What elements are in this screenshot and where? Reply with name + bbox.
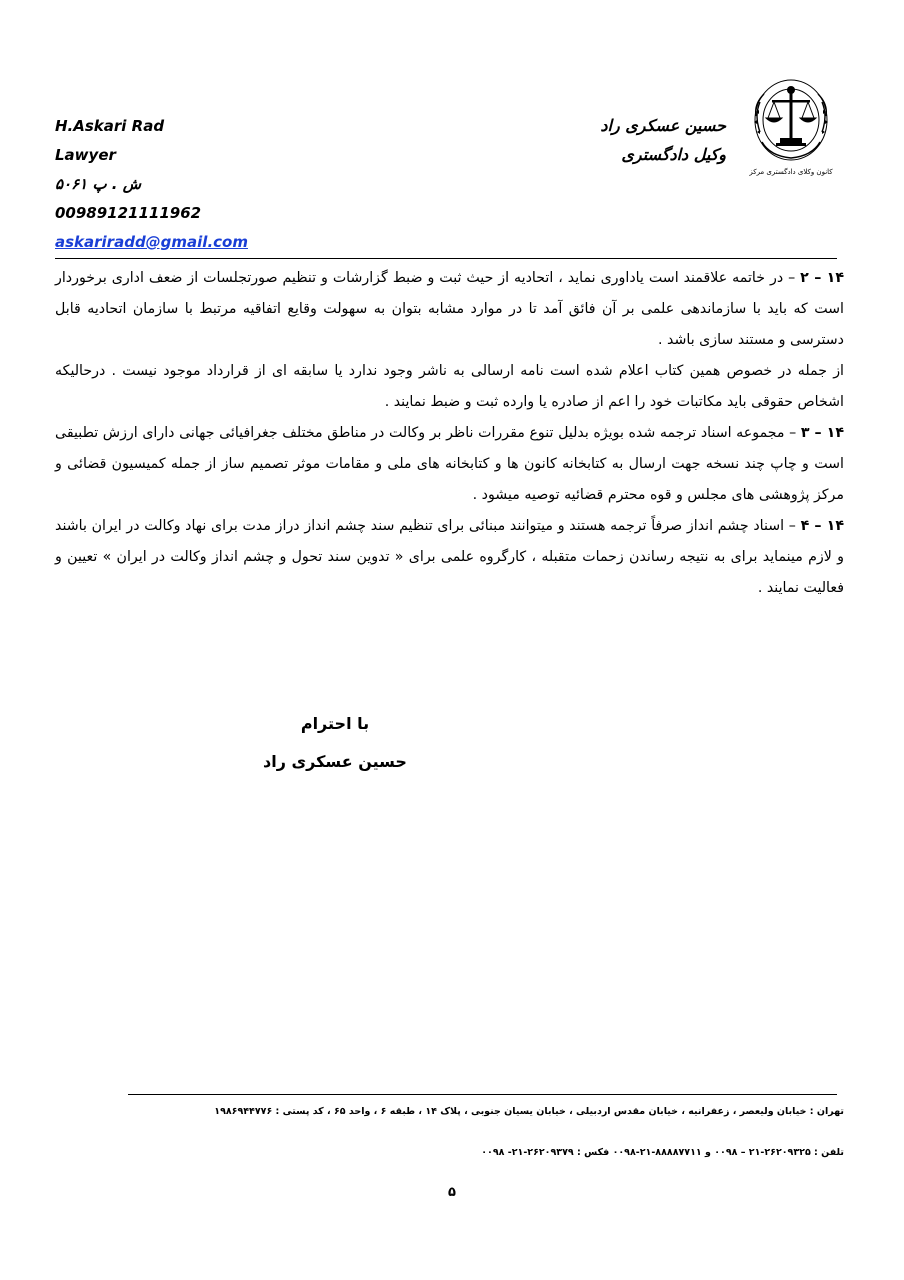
paragraph-14-2 (55, 263, 844, 356)
paragraph-continuation (55, 356, 844, 418)
signature-name: حسین عسکری راد (263, 752, 407, 771)
letter-body (55, 263, 844, 604)
footer-phones: تلفن : ۲۶۲۰۹۳۲۵-۲۱ – ۰۰۹۸ و ۸۸۸۸۷۷۱۱-۲۱-۰۰۹۸ فکس : ۲۶۲۰۹۳۷۹-۲۱- ۰۰۹۸ (481, 1147, 844, 1158)
clause-number: ۱۴ – ۲ (800, 270, 844, 286)
paragraph-14-4 (55, 511, 844, 604)
bar-association-seal (748, 72, 834, 182)
seal-caption: کانون وکلای دادگستری مرکز (749, 168, 833, 176)
paragraph-text: از جمله در خصوص همین کتاب اعلام شده است نامه ارسالی به ناشر وجود ندارد یا سابقه ای از قرارداد موجود نیست . درحالیکه اشخاص حقوقی باید مکاتبات خود را اعم از صادره یا وارده ثبت و ضبط نمایند . (55, 363, 844, 410)
scales-of-justice-icon (748, 72, 834, 168)
persian-letterhead (496, 111, 726, 169)
paragraph-text: – اسناد چشم انداز صرفاً ترجمه هستند و میتوانند مبنائی برای تنظیم سند چشم انداز دراز مدت برای نهاد وکالت در ایران باشند و لازم مینماید برای به نتیجه رساندن زحمات متقبله ، کارگروه علمی برای « تدوین سند تحول و چشم انداز وکالت در ایران » تعیین و فعالیت نمایند . (55, 518, 844, 596)
closing-block (255, 705, 415, 781)
lawyer-name-english: H.Askari Rad (55, 117, 165, 135)
english-letterhead (55, 112, 315, 257)
clause-number: ۱۴ – ۴ (800, 518, 844, 534)
header-divider (55, 258, 837, 259)
paragraph-14-3 (55, 418, 844, 511)
regards-text: با احترام (300, 714, 370, 733)
paragraph-text: – مجموعه اسناد ترجمه شده بویژه بدلیل تنوع مقررات ناظر بر وکالت در مناطق مختلف جغرافیائی جهانی دارای ارزش تطبیقی است و چاپ چند نسخه جهت ارسال به کتابخانه کانون ها و کتابخانه های ملی و مقامات موثر تصمیم ساز از جمله کمیسیون قضائی و مرکز پژوهشی های مجلس و قوه محترم قضائیه توصیه میشود . (55, 425, 844, 503)
lawyer-title-persian: وکیل دادگستری (621, 145, 726, 164)
phone-number: 00989121111962 (55, 204, 202, 222)
clause-number: ۱۴ – ۳ (800, 425, 844, 441)
footer-address: تهران : خیابان ولیعصر ، زعفرانیه ، خیابان مقدس اردبیلی ، خیابان یسیان جنوبی ، پلاک ۱۴ ، طبقه ۶ ، واحد ۶۵ ، کد پستی : ۱۹۸۶۹۴۴۷۷۶ (214, 1106, 844, 1117)
lawyer-name-persian: حسین عسکری راد (600, 116, 726, 135)
lawyer-title-english: Lawyer (55, 146, 116, 164)
paragraph-text: – در خاتمه علاقمند است یاداوری نماید ، اتحادیه از حیث ثبت و ضبط گزارشات و تنظیم صورتجلسات از ضعف اداری برخوردار است که باید با سازماندهی علمی بر آن فائق آمد تا در موارد مشابه بتوان به سهولت وقایع اتفاقیه مرتبط با سازمان اتحادیه قابل دسترسی و مستند سازی باشد . (55, 270, 844, 348)
license-number: ش . پ ۵۰۶۱ (55, 175, 142, 193)
page-number: ۵ (448, 1185, 456, 1200)
footer-divider (128, 1094, 837, 1095)
email-link[interactable]: askariradd@gmail.com (55, 233, 248, 251)
